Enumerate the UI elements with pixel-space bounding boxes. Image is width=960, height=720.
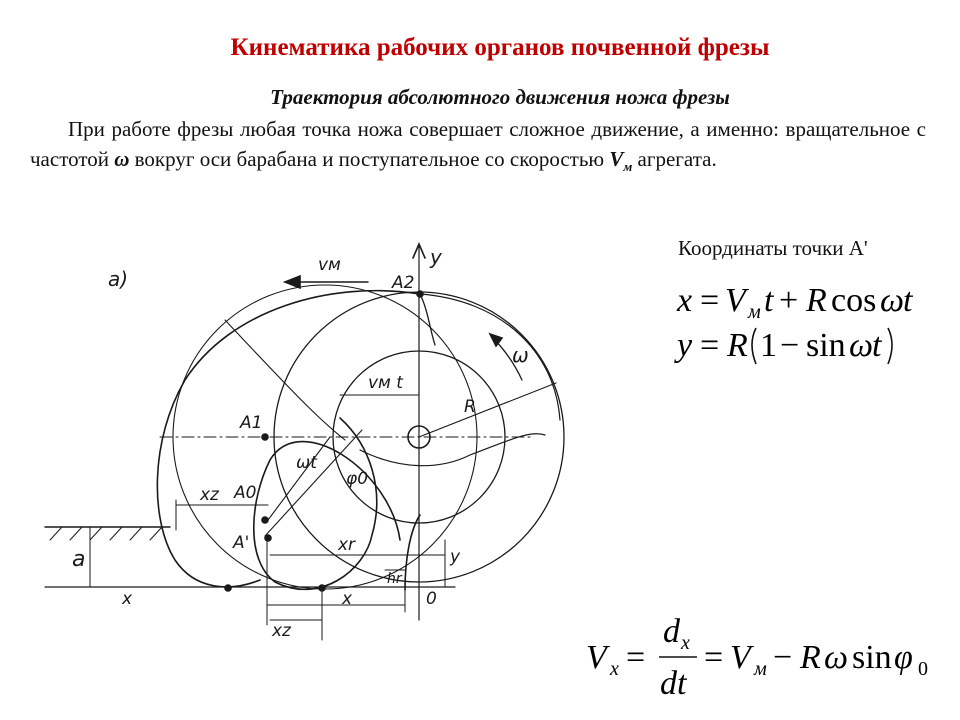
eq-x-V: V [725,282,746,319]
label-x-right: x [342,589,353,609]
eq-x-R: R [806,282,827,319]
radius-omega-t [268,437,330,520]
eq-x-equals: = [700,282,720,319]
eq-y-paren-right [888,328,892,364]
eq-x-t2: t [903,282,913,319]
eq-vx-V2: V [730,639,751,676]
eq-y-equals: = [700,327,720,364]
label-A2: A2 [392,273,415,293]
label-a-part: a) [108,267,129,291]
velocity-arrow-head [285,276,300,288]
omega-arrow-head [490,334,502,346]
label-omega: ω [512,343,529,367]
eq-y-minus: − [780,327,800,364]
equation-x [676,282,914,323]
paragraph-text-2: вокруг оси барабана и поступательное со скоростью [129,147,610,171]
eq-vx-dt: dt [660,665,687,702]
eq-x-lhs: x [677,282,693,319]
label-x-left: x [122,589,133,609]
soil-hatching [50,527,162,540]
trochoid-outer-path [157,291,420,587]
trajectory-diagram [45,244,564,640]
eq-vx-sub-x: x [610,658,619,680]
eq-x-t: t [764,282,774,319]
paragraph-text-3: агрегата. [632,147,717,171]
eq-y-one: 1 [760,327,777,364]
label-vm: vм [318,255,341,275]
eq-vx-equals2: = [704,639,724,676]
eq-x-sub: м [748,301,761,323]
eq-x-omega: ω [880,282,905,319]
velocity-v: V [609,147,624,171]
point-A0 [262,517,268,523]
label-omegat: ωt [296,453,317,473]
eq-y-R: R [727,327,748,364]
eq-vx-minus: − [773,639,793,676]
eq-vx-phi: φ [894,639,913,676]
eq-x-cos: cos [831,282,877,319]
eq-vx-d: d [663,613,680,650]
eq-vx-sub-m: м [754,658,767,680]
eq-x-plus: + [779,282,799,319]
velocity-sub: м [623,159,633,175]
trochoid-inner-loop [254,418,400,589]
slide-title: Кинематика рабочих органов почвенной фрезы [230,34,770,61]
eq-vx-omega: ω [824,639,849,676]
label-a-depth: a [72,547,86,572]
eq-vx-V: V [586,639,607,676]
point-bottom [319,585,325,591]
label-vmt: vм t [368,373,403,393]
eq-y-sin: sin [806,327,846,364]
coordinates-label: Координаты точки А' [678,236,868,260]
label-hr: hr [387,571,402,587]
eq-vx-R: R [800,639,821,676]
point-bottom-left [225,585,231,591]
omega-symbol: ω [114,147,130,171]
diagram-labels [72,245,529,641]
label-A0: A0 [234,483,257,503]
label-y-small: y [450,547,461,567]
point-A1 [262,434,268,440]
label-R: R [464,397,476,417]
knife-blade-curve [360,434,545,466]
eq-y-omega: ω [849,327,874,364]
label-xz-top: xz [200,485,219,505]
eq-vx-sin: sin [852,639,892,676]
label-xr: xr [338,535,356,555]
slide-subtitle: Траектория абсолютного движения ножа фрезы [270,85,730,109]
point-A2 [417,291,423,297]
equation-y [674,327,892,364]
label-xz-bottom: xz [272,621,291,641]
eq-vx-equals: = [626,639,646,676]
point-Aprime [265,535,271,541]
eq-vx-dx: x [681,632,690,654]
label-Aprime: A' [233,533,250,553]
label-phi0: φ0 [346,469,369,489]
label-y-axis: y [430,245,442,269]
equation-vx [586,613,928,702]
eq-vx-zero: 0 [918,658,928,680]
eq-y-paren-left [752,328,756,364]
trajectory-upper-right [420,294,560,420]
eq-y-t: t [872,327,882,364]
paragraph-text-1: При работе фрезы любая точка ножа совершает сложное движение, а именно: вращательное с частотой [30,117,926,171]
trajectory-bottom-right [405,515,420,590]
radius-R [419,383,556,437]
label-A1: A1 [240,413,263,433]
eq-y-lhs: y [677,327,693,364]
label-zero: 0 [426,589,437,609]
